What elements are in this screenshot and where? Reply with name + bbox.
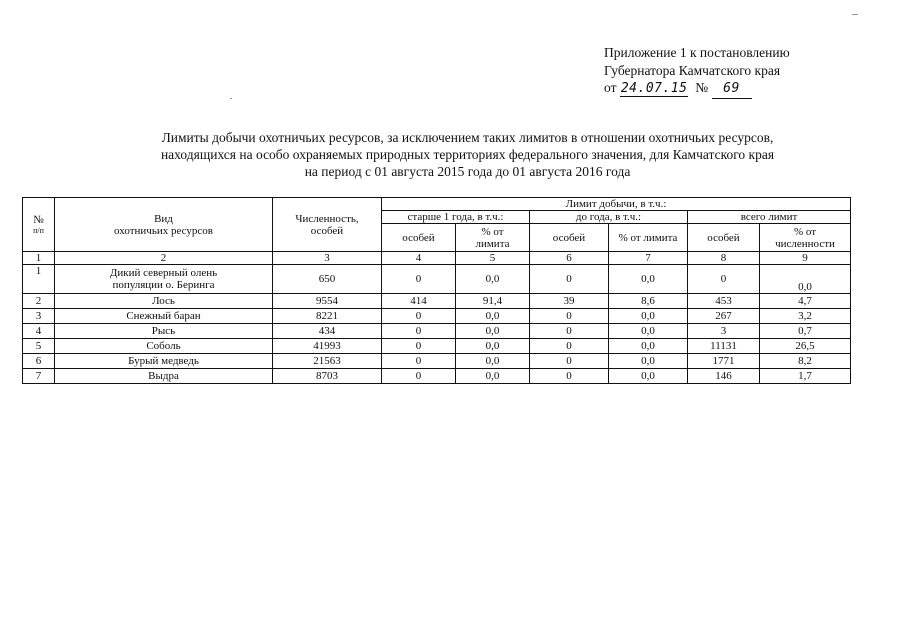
row-older-pct: 0,0 (456, 309, 530, 324)
row-total-pct: 4,7 (760, 294, 851, 309)
header-population (273, 198, 382, 252)
row-total-count: 1771 (688, 354, 760, 369)
header-younger-count: особей (530, 224, 609, 252)
date-prefix: от (604, 80, 617, 95)
handwritten-date: 24.07.15 (620, 81, 688, 96)
row-total-pct: 26,5 (760, 339, 851, 354)
table-row (23, 354, 851, 369)
row-total-count: 0 (688, 265, 760, 294)
row-younger-pct: 0,0 (609, 339, 688, 354)
row-population: 9554 (273, 294, 382, 309)
appendix-block (604, 44, 790, 99)
row-older-count: 0 (382, 324, 456, 339)
row-num: 6 (23, 354, 55, 369)
row-total-pct: 0,7 (760, 324, 851, 339)
table-row (23, 294, 851, 309)
header-older: старше 1 года, в т.ч.: (382, 211, 530, 224)
row-species (55, 265, 273, 294)
title-line-3: на период с 01 августа 2015 года до 01 августа 2016 года (304, 164, 631, 179)
row-population: 650 (273, 265, 382, 294)
table-row (23, 339, 851, 354)
column-numbers-row (23, 252, 851, 265)
row-num: 2 (23, 294, 55, 309)
header-total: всего лимит (688, 211, 851, 224)
header-older-pct-line-2: лимита (475, 237, 510, 250)
header-species-line-2: охотничьих ресурсов (114, 224, 213, 237)
row-total-pct: 0,0 (760, 265, 851, 294)
header-species-line-1: Вид (154, 212, 173, 225)
scan-speck (852, 14, 858, 15)
row-species: Выдра (55, 369, 273, 384)
header-row-1 (23, 198, 851, 211)
header-species (55, 198, 273, 252)
column-number: 3 (273, 252, 382, 265)
row-younger-count: 0 (530, 354, 609, 369)
column-number: 2 (55, 252, 273, 265)
header-older-count: особей (382, 224, 456, 252)
handwritten-number: 69 (712, 80, 752, 99)
scan-speck (230, 98, 232, 99)
header-num (23, 198, 55, 252)
row-population: 41993 (273, 339, 382, 354)
row-older-pct: 91,4 (456, 294, 530, 309)
number-prefix: № (695, 80, 709, 95)
row-younger-count: 0 (530, 309, 609, 324)
header-population-line-2: особей (310, 224, 344, 237)
row-younger-count: 0 (530, 265, 609, 294)
column-number: 9 (760, 252, 851, 265)
row-population: 21563 (273, 354, 382, 369)
row-older-count: 0 (382, 265, 456, 294)
row-num: 5 (23, 339, 55, 354)
column-number: 7 (609, 252, 688, 265)
row-younger-pct: 0,0 (609, 324, 688, 339)
title-line-1: Лимиты добычи охотничьих ресурсов, за исключением таких лимитов в отношении охотничьих ресурсов, (161, 130, 774, 145)
row-population: 8221 (273, 309, 382, 324)
header-total-pct-line-2: численности (775, 237, 835, 250)
column-number: 5 (456, 252, 530, 265)
row-population: 8703 (273, 369, 382, 384)
row-species: Бурый медведь (55, 354, 273, 369)
header-older-pct-line-1: % от (481, 225, 504, 238)
row-older-pct: 0,0 (456, 339, 530, 354)
row-total-count: 267 (688, 309, 760, 324)
row-older-pct: 0,0 (456, 324, 530, 339)
row-younger-pct: 0,0 (609, 369, 688, 384)
row-younger-count: 0 (530, 324, 609, 339)
row-total-count: 3 (688, 324, 760, 339)
column-number: 6 (530, 252, 609, 265)
row-older-count: 0 (382, 309, 456, 324)
header-total-pct (760, 224, 851, 252)
row-older-count: 0 (382, 354, 456, 369)
row-younger-pct: 0,0 (609, 309, 688, 324)
row-num: 4 (23, 324, 55, 339)
row-num: 1 (23, 265, 55, 294)
table-row (23, 324, 851, 339)
column-number: 8 (688, 252, 760, 265)
appendix-line-2: Губернатора Камчатского края (604, 62, 781, 78)
header-younger-pct: % от лимита (609, 224, 688, 252)
row-total-count: 146 (688, 369, 760, 384)
column-number: 1 (23, 252, 55, 265)
row-younger-count: 0 (530, 339, 609, 354)
header-younger: до года, в т.ч.: (530, 211, 688, 224)
row-total-pct: 3,2 (760, 309, 851, 324)
row-younger-pct: 8,6 (609, 294, 688, 309)
header-population-line-1: Численность, (295, 212, 359, 225)
document-title (70, 129, 865, 180)
row-older-count: 414 (382, 294, 456, 309)
row-older-pct: 0,0 (456, 369, 530, 384)
row-total-count: 11131 (688, 339, 760, 354)
row-total-pct: 8,2 (760, 354, 851, 369)
table-row (23, 369, 851, 384)
header-limit-group: Лимит добычи, в т.ч.: (382, 198, 851, 211)
header-total-count: особей (688, 224, 760, 252)
row-species: Лось (55, 294, 273, 309)
row-num: 7 (23, 369, 55, 384)
header-num-symbol: № (33, 214, 44, 226)
header-older-pct (456, 224, 530, 252)
row-younger-count: 0 (530, 369, 609, 384)
row-older-count: 0 (382, 369, 456, 384)
row-younger-pct: 0,0 (609, 265, 688, 294)
appendix-line-1: Приложение 1 к постановлению (604, 45, 790, 60)
row-population: 434 (273, 324, 382, 339)
row-older-pct: 0,0 (456, 354, 530, 369)
row-species: Рысь (55, 324, 273, 339)
row-species: Снежный баран (55, 309, 273, 324)
row-species: Соболь (55, 339, 273, 354)
table-row (23, 265, 851, 294)
table-row (23, 309, 851, 324)
row-species-line-1: Дикий северный олень (109, 267, 218, 279)
title-line-2: находящихся на особо охраняемых природных территориях федерального значения, для Камчатского края (160, 147, 775, 162)
column-number: 4 (382, 252, 456, 265)
appendix-date-line (604, 79, 790, 99)
limits-table (22, 197, 851, 384)
row-species-line-2: популяции о. Беринга (112, 279, 215, 291)
row-num: 3 (23, 309, 55, 324)
row-younger-count: 39 (530, 294, 609, 309)
row-total-count: 453 (688, 294, 760, 309)
row-total-pct: 1,7 (760, 369, 851, 384)
header-num-abbr: п/п (33, 226, 44, 235)
row-older-pct: 0,0 (456, 265, 530, 294)
row-younger-pct: 0,0 (609, 354, 688, 369)
header-total-pct-line-1: % от (793, 225, 817, 238)
row-older-count: 0 (382, 339, 456, 354)
